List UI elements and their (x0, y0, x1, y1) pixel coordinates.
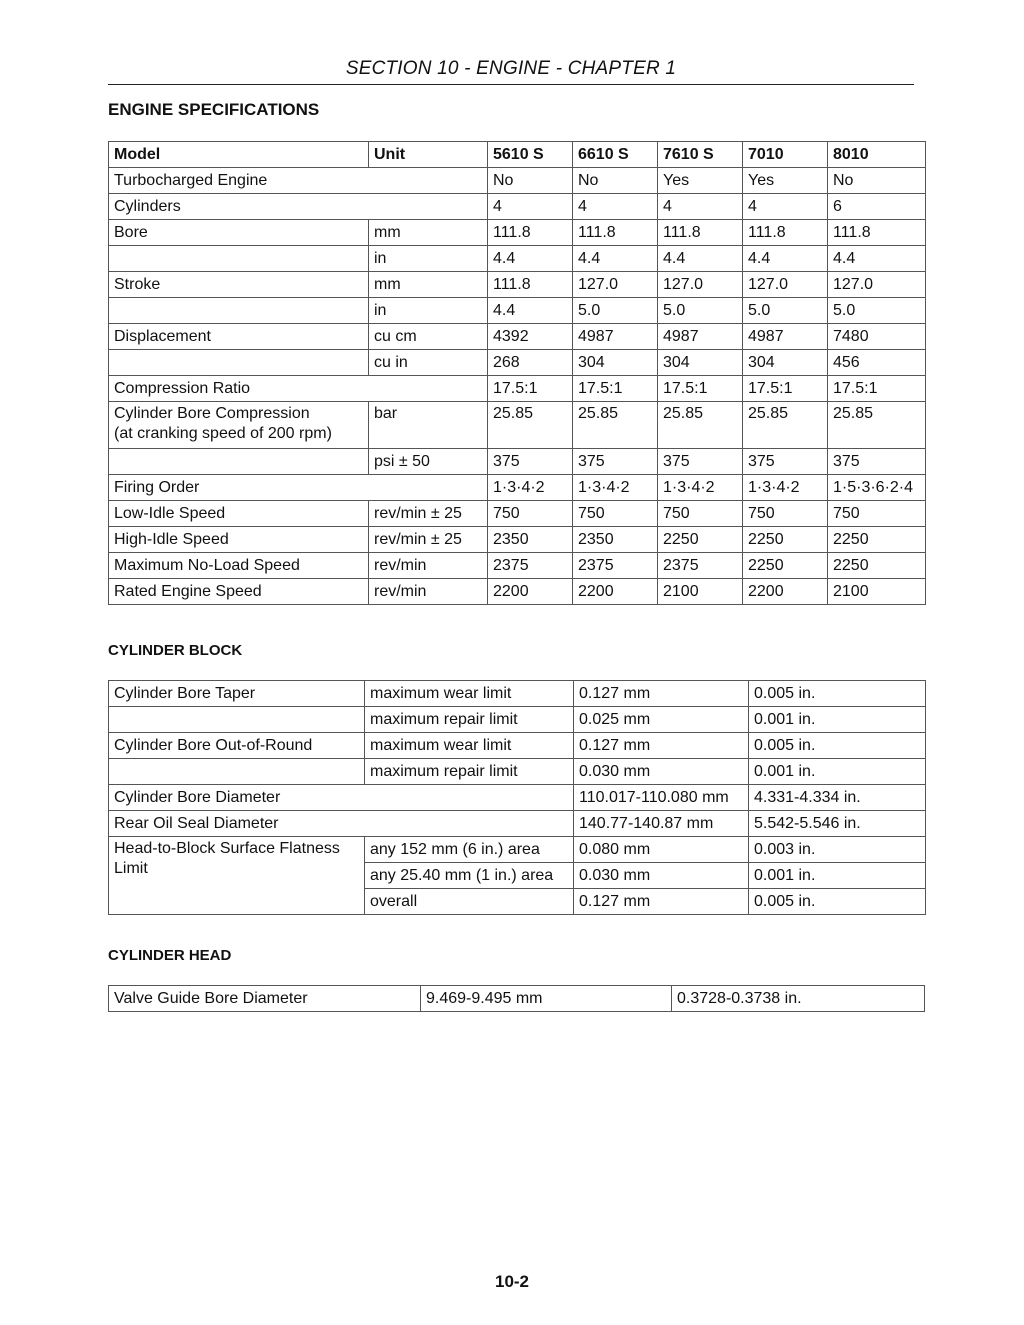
table-row (109, 168, 926, 194)
area-cell: overall (365, 889, 574, 915)
table-row (109, 785, 926, 811)
unit-cell: mm (369, 220, 488, 246)
cell: 4.4 (488, 298, 573, 324)
cell: 2375 (573, 553, 658, 579)
cell: No (488, 168, 573, 194)
table-row (109, 324, 926, 350)
cell: 17.5:1 (488, 376, 573, 402)
cell: 111.8 (488, 220, 573, 246)
table-row (109, 272, 926, 298)
row-label: Compression Ratio (109, 376, 488, 402)
cell: 4 (658, 194, 743, 220)
cell: 5.0 (658, 298, 743, 324)
mm-cell: 0.127 mm (574, 681, 749, 707)
cell: 127.0 (658, 272, 743, 298)
cell: 304 (658, 350, 743, 376)
cell: 25.85 (658, 402, 743, 449)
cell: 4.4 (658, 246, 743, 272)
cell: 750 (828, 501, 926, 527)
column-header: 7610 S (658, 142, 743, 168)
cell: 25.85 (488, 402, 573, 449)
row-label: Valve Guide Bore Diameter (109, 986, 421, 1012)
page-title: ENGINE SPECIFICATIONS (108, 100, 320, 119)
unit-cell: mm (369, 272, 488, 298)
row-label: Cylinders (109, 194, 488, 220)
cell: 17.5:1 (743, 376, 828, 402)
cell: 2375 (658, 553, 743, 579)
in-cell: 0.3728-0.3738 in. (672, 986, 925, 1012)
table-row (109, 579, 926, 605)
table-row (109, 402, 926, 449)
limit-cell: maximum repair limit (365, 707, 574, 733)
cell: 1·3·4·2 (488, 475, 573, 501)
row-label: Cylinder Bore Out-of-Round (109, 733, 365, 759)
cell: 4 (573, 194, 658, 220)
cell: 25.85 (828, 402, 926, 449)
table-row (109, 350, 926, 376)
unit-cell: in (369, 298, 488, 324)
cell: 750 (488, 501, 573, 527)
cell: 2100 (828, 579, 926, 605)
table-header-row (109, 142, 926, 168)
cell: 2200 (743, 579, 828, 605)
row-label: Maximum No-Load Speed (109, 553, 369, 579)
page-number: 10-2 (494, 1272, 530, 1291)
limit-cell: maximum wear limit (365, 733, 574, 759)
cell: 4.4 (573, 246, 658, 272)
cell: 750 (658, 501, 743, 527)
row-label: Head-to-Block Surface Flatness Limit (109, 837, 365, 915)
table-row (109, 501, 926, 527)
mm-cell: 0.127 mm (574, 889, 749, 915)
cell: 127.0 (573, 272, 658, 298)
row-label (109, 402, 369, 449)
cylinder-head-table (108, 985, 925, 1012)
cell: 375 (488, 449, 573, 475)
cell: 5.0 (743, 298, 828, 324)
cell: Yes (658, 168, 743, 194)
cell: 268 (488, 350, 573, 376)
cell: 750 (573, 501, 658, 527)
mm-cell: 110.017-110.080 mm (574, 785, 749, 811)
mm-cell: 140.77-140.87 mm (574, 811, 749, 837)
cell: 2200 (488, 579, 573, 605)
empty-cell (109, 707, 365, 733)
cell: 1·3·4·2 (658, 475, 743, 501)
cell: 111.8 (743, 220, 828, 246)
row-label-line: Cylinder Bore Compression (114, 405, 310, 422)
cell: 750 (743, 501, 828, 527)
column-header: Unit (369, 142, 488, 168)
cell: Yes (743, 168, 828, 194)
in-cell: 0.005 in. (749, 733, 926, 759)
cell: 4 (488, 194, 573, 220)
row-label: Bore (109, 220, 369, 246)
in-cell: 0.001 in. (749, 707, 926, 733)
row-label: Cylinder Bore Diameter (109, 785, 574, 811)
row-label: Rear Oil Seal Diameter (109, 811, 574, 837)
cell: 4987 (573, 324, 658, 350)
table-row (109, 194, 926, 220)
table-row (109, 527, 926, 553)
unit-cell: psi ± 50 (369, 449, 488, 475)
table-row (109, 681, 926, 707)
cell: 2250 (828, 527, 926, 553)
cell: 25.85 (573, 402, 658, 449)
table-row (109, 376, 926, 402)
table-row (109, 246, 926, 272)
unit-cell: rev/min (369, 579, 488, 605)
cell: 17.5:1 (658, 376, 743, 402)
area-cell: any 25.40 mm (1 in.) area (365, 863, 574, 889)
table-row (109, 220, 926, 246)
table-row (109, 475, 926, 501)
cell: 1·5·3·6·2·4 (828, 475, 926, 501)
table-row (109, 811, 926, 837)
limit-cell: maximum wear limit (365, 681, 574, 707)
row-label: Low-Idle Speed (109, 501, 369, 527)
cell: 111.8 (573, 220, 658, 246)
cell: 2350 (573, 527, 658, 553)
row-label: Displacement (109, 324, 369, 350)
cell: 2100 (658, 579, 743, 605)
cell: 4.4 (828, 246, 926, 272)
mm-cell: 0.030 mm (574, 863, 749, 889)
table-row (109, 449, 926, 475)
row-label: Turbocharged Engine (109, 168, 488, 194)
cell: 111.8 (658, 220, 743, 246)
area-cell: any 152 mm (6 in.) area (365, 837, 574, 863)
row-label-line: (at cranking speed of 200 rpm) (114, 425, 332, 442)
cylinder-head-title: CYLINDER HEAD (108, 947, 232, 964)
row-label: High-Idle Speed (109, 527, 369, 553)
cell: 17.5:1 (828, 376, 926, 402)
cell: 304 (743, 350, 828, 376)
mm-cell: 0.080 mm (574, 837, 749, 863)
mm-cell: 0.127 mm (574, 733, 749, 759)
cell: No (573, 168, 658, 194)
in-cell: 0.001 in. (749, 759, 926, 785)
mm-cell: 0.025 mm (574, 707, 749, 733)
cylinder-block-title: CYLINDER BLOCK (108, 642, 243, 659)
column-header: 5610 S (488, 142, 573, 168)
empty-cell (109, 350, 369, 376)
unit-cell: cu in (369, 350, 488, 376)
cell: 1·3·4·2 (743, 475, 828, 501)
engine-spec-table (108, 141, 926, 605)
cell: 1·3·4·2 (573, 475, 658, 501)
unit-cell: in (369, 246, 488, 272)
unit-cell: rev/min ± 25 (369, 501, 488, 527)
cell: 375 (573, 449, 658, 475)
limit-cell: maximum repair limit (365, 759, 574, 785)
cylinder-block-table (108, 680, 926, 915)
cell: 4987 (743, 324, 828, 350)
unit-cell: rev/min ± 25 (369, 527, 488, 553)
header-rule (108, 84, 914, 85)
cell: 4.4 (743, 246, 828, 272)
in-cell: 0.005 in. (749, 889, 926, 915)
in-cell: 0.003 in. (749, 837, 926, 863)
cell: No (828, 168, 926, 194)
cell: 25.85 (743, 402, 828, 449)
in-cell: 0.005 in. (749, 681, 926, 707)
cell: 4987 (658, 324, 743, 350)
empty-cell (109, 449, 369, 475)
table-row (109, 986, 925, 1012)
table-row (109, 733, 926, 759)
row-label: Rated Engine Speed (109, 579, 369, 605)
row-label: Cylinder Bore Taper (109, 681, 365, 707)
mm-cell: 9.469-9.495 mm (421, 986, 672, 1012)
column-header: Model (109, 142, 369, 168)
cell: 2250 (658, 527, 743, 553)
cell: 2250 (743, 553, 828, 579)
cell: 127.0 (828, 272, 926, 298)
column-header: 6610 S (573, 142, 658, 168)
cell: 375 (828, 449, 926, 475)
empty-cell (109, 298, 369, 324)
cell: 17.5:1 (573, 376, 658, 402)
table-row (109, 837, 926, 863)
cell: 2250 (828, 553, 926, 579)
unit-cell: rev/min (369, 553, 488, 579)
table-row (109, 553, 926, 579)
mm-cell: 0.030 mm (574, 759, 749, 785)
cell: 456 (828, 350, 926, 376)
cell: 6 (828, 194, 926, 220)
in-cell: 4.331-4.334 in. (749, 785, 926, 811)
in-cell: 0.001 in. (749, 863, 926, 889)
cell: 2200 (573, 579, 658, 605)
table-row (109, 298, 926, 324)
column-header: 8010 (828, 142, 926, 168)
cell: 2350 (488, 527, 573, 553)
cell: 4392 (488, 324, 573, 350)
cell: 111.8 (828, 220, 926, 246)
column-header: 7010 (743, 142, 828, 168)
unit-cell: bar (369, 402, 488, 449)
cell: 4 (743, 194, 828, 220)
cell: 375 (743, 449, 828, 475)
cell: 111.8 (488, 272, 573, 298)
cell: 2375 (488, 553, 573, 579)
row-label: Firing Order (109, 475, 488, 501)
cell: 5.0 (828, 298, 926, 324)
cell: 7480 (828, 324, 926, 350)
cell: 127.0 (743, 272, 828, 298)
row-label: Stroke (109, 272, 369, 298)
table-row (109, 759, 926, 785)
unit-cell: cu cm (369, 324, 488, 350)
empty-cell (109, 246, 369, 272)
cell: 2250 (743, 527, 828, 553)
table-row (109, 707, 926, 733)
empty-cell (109, 759, 365, 785)
cell: 375 (658, 449, 743, 475)
cell: 4.4 (488, 246, 573, 272)
in-cell: 5.542-5.546 in. (749, 811, 926, 837)
section-header: SECTION 10 - ENGINE - CHAPTER 1 (345, 58, 677, 79)
cell: 5.0 (573, 298, 658, 324)
cell: 304 (573, 350, 658, 376)
